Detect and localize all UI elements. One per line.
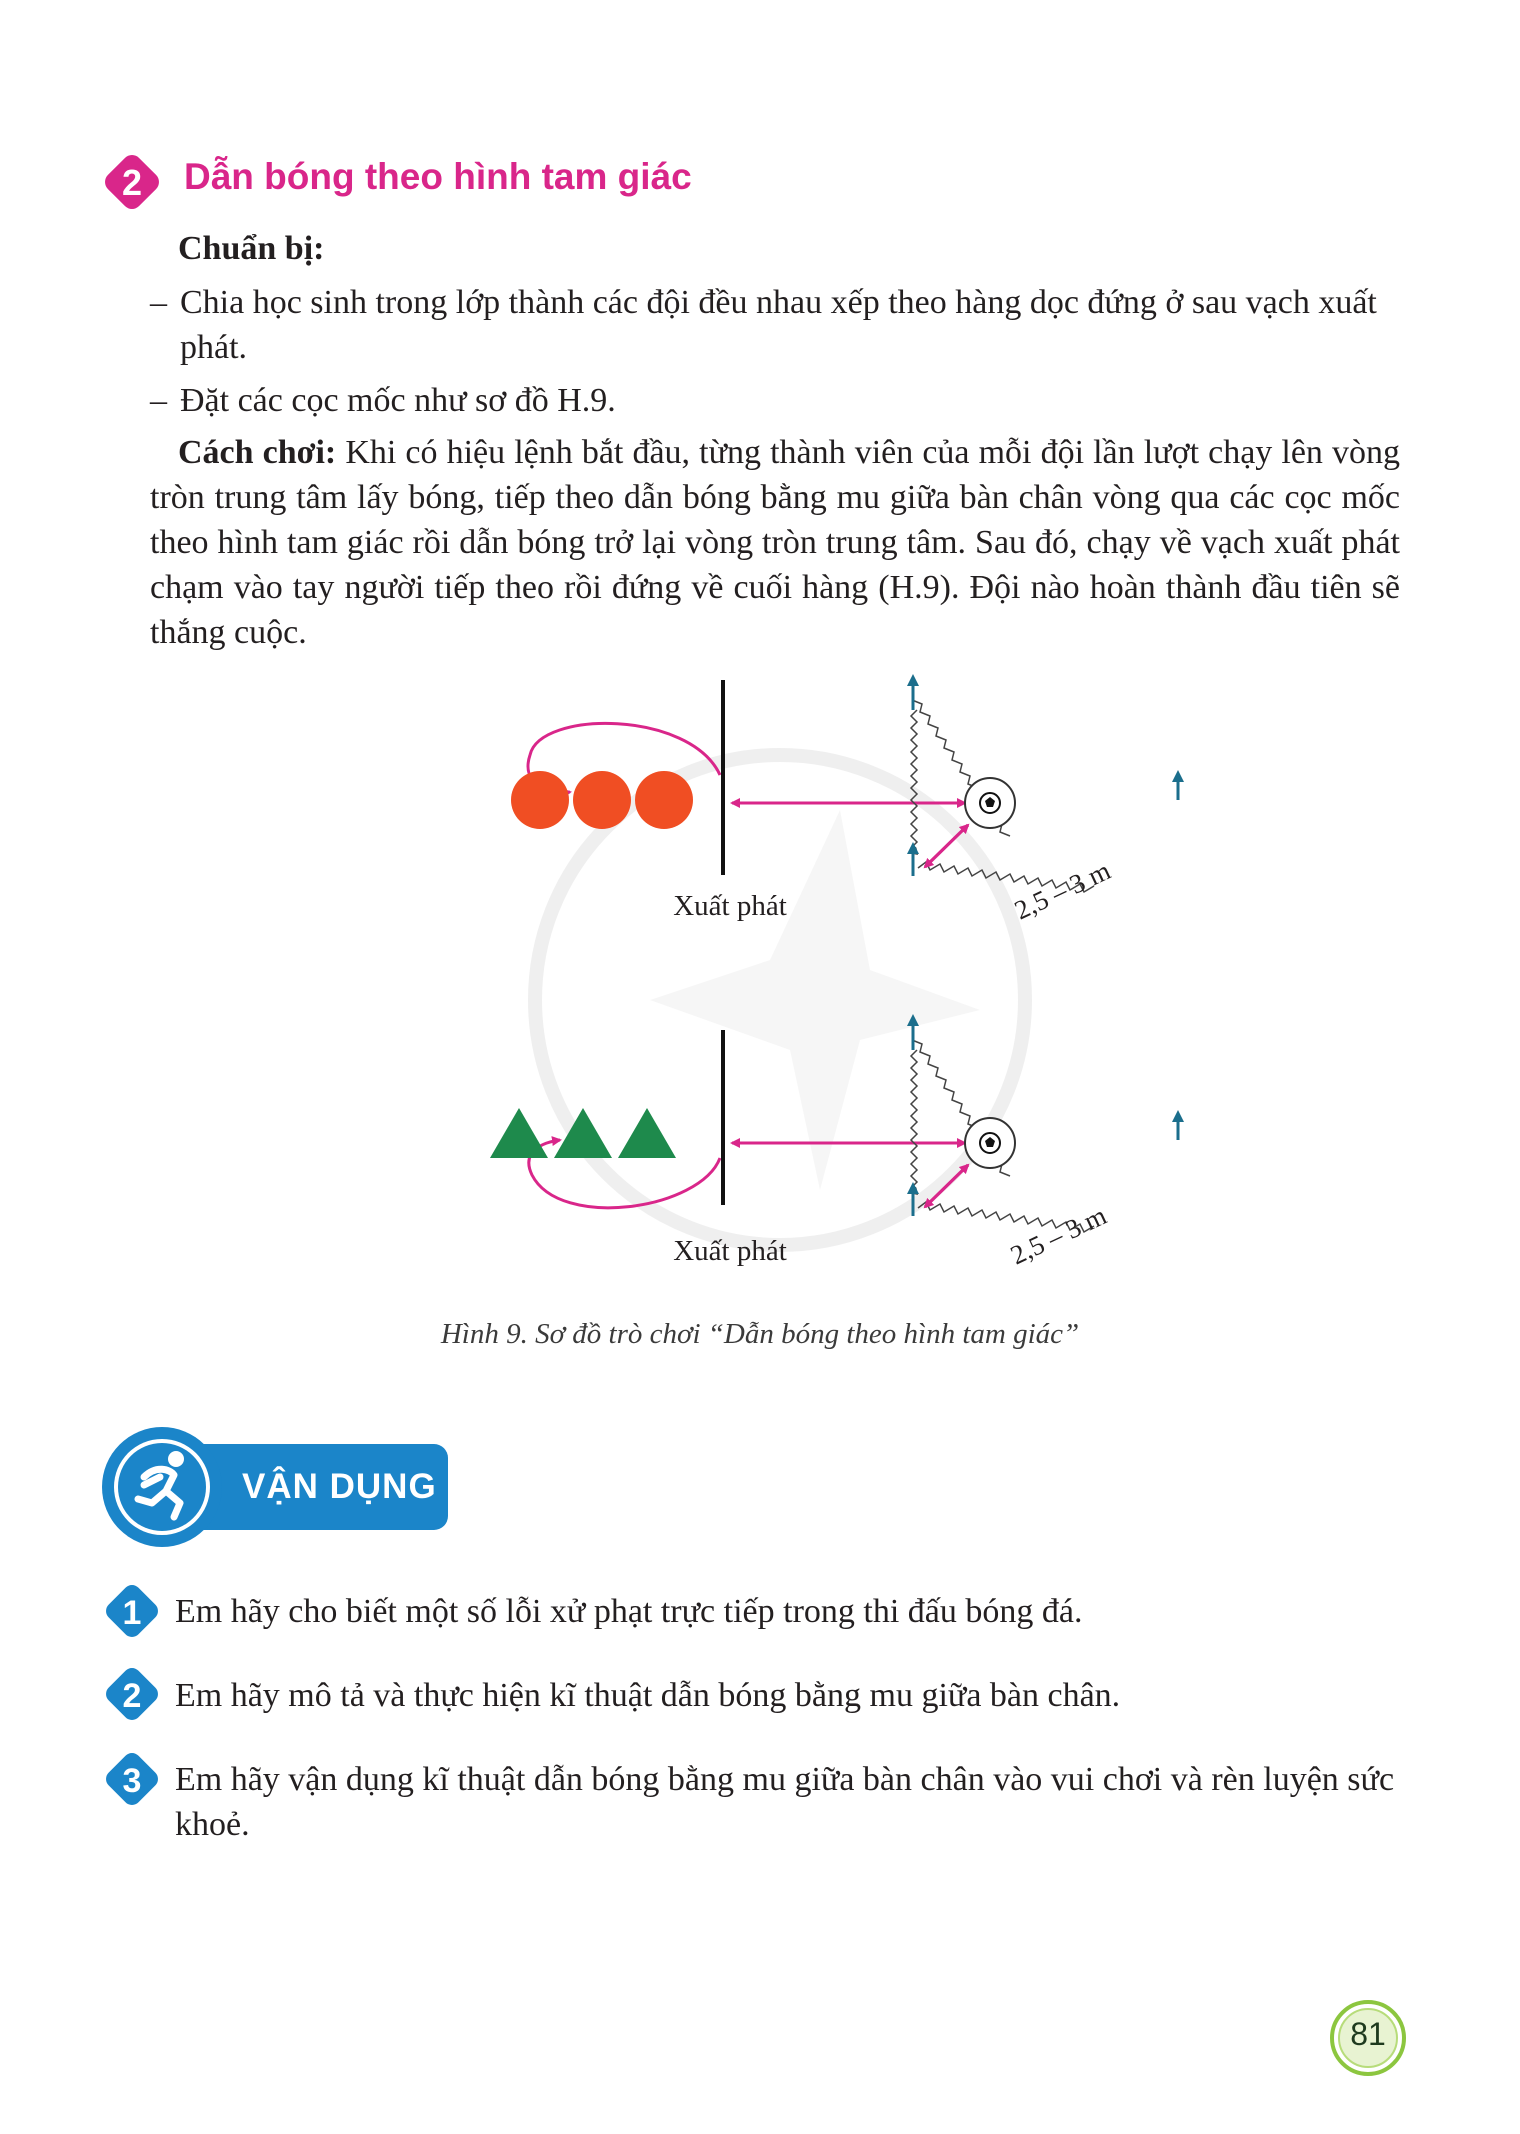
section-number-badge	[100, 150, 164, 214]
question-number: 3	[122, 1762, 142, 1800]
game-diagram-figure	[420, 670, 1200, 1300]
team-player-marker	[511, 771, 569, 829]
distance-label: 2,5 – 3 m	[1009, 855, 1115, 926]
question-number-badge	[101, 1580, 163, 1642]
soccer-ball-icon	[980, 793, 1000, 813]
cone-marker-icon	[907, 842, 919, 876]
how-to-play-text: Khi có hiệu lệnh bắt đầu, từng thành viên của mỗi đội lần lượt chạy lên vòng tròn trung tâm lấy bóng, tiếp theo dẫn bóng bằng mu giữa bàn chân vòng qua các cọc mốc theo hình tam giác rồi dẫn bóng trở lại vòng tròn trung tâm. Sau đó, chạy về vạch xuất phát chạm vào tay người tiếp theo rồi đứng về cuối hàng (H.9). Đội nào hoàn thành đầu tiên sẽ thắng cuộc.	[150, 434, 1400, 651]
team-player-marker	[490, 1108, 548, 1158]
section-number: 2	[121, 162, 143, 203]
preparation-heading: Chuẩn bị:	[178, 230, 325, 267]
page-number: 81	[1350, 2016, 1386, 2052]
question-number: 2	[122, 1677, 142, 1715]
dash-bullet: –	[150, 284, 167, 321]
preparation-item-2	[150, 378, 1400, 423]
team-player-marker	[618, 1108, 676, 1158]
dribble-path	[911, 710, 917, 854]
section-title: Dẫn bóng theo hình tam giác	[184, 156, 692, 197]
start-label: Xuất phát	[673, 890, 787, 922]
dribble-path	[911, 1050, 917, 1194]
soccer-ball-icon	[980, 1133, 1000, 1153]
cone-marker-icon	[1172, 1110, 1184, 1140]
question-number-badge	[101, 1663, 163, 1725]
question-number-badge	[101, 1748, 163, 1810]
apply-label: VẬN DỤNG	[242, 1467, 437, 1506]
cone-marker-icon	[907, 674, 919, 710]
preparation-item-2-text: Đặt các cọc mốc như sơ đồ H.9.	[180, 382, 616, 419]
preparation-item-1-text: Chia học sinh trong lớp thành các đội đều nhau xếp theo hàng dọc đứng ở sau vạch xuất phát.	[180, 284, 1377, 366]
question-text: Em hãy mô tả và thực hiện kĩ thuật dẫn bóng bằng mu giữa bàn chân.	[175, 1677, 1121, 1714]
preparation-item-1	[150, 280, 1400, 370]
how-to-play-heading: Cách chơi:	[178, 434, 337, 471]
question-text: Em hãy vận dụng kĩ thuật dẫn bóng bằng mu giữa bàn chân vào vui chơi và rèn luyện sức khoẻ.	[175, 1761, 1395, 1843]
team-player-marker	[573, 771, 631, 829]
start-label: Xuất phát	[673, 1235, 787, 1267]
figure-caption: Hình 9. Sơ đồ trò chơi “Dẫn bóng theo hình tam giác”	[440, 1318, 1080, 1350]
question-number: 1	[122, 1594, 142, 1632]
how-to-play-paragraph	[150, 430, 1400, 655]
dash-bullet: –	[150, 382, 167, 419]
team-player-marker	[635, 771, 693, 829]
distance-label: 2,5 – 3 m	[1005, 1200, 1111, 1271]
watermark-logo	[535, 755, 1025, 1245]
runner-icon	[100, 1425, 224, 1549]
cone-marker-icon	[1172, 770, 1184, 800]
question-text: Em hãy cho biết một số lỗi xử phạt trực tiếp trong thi đấu bóng đá.	[175, 1593, 1083, 1630]
